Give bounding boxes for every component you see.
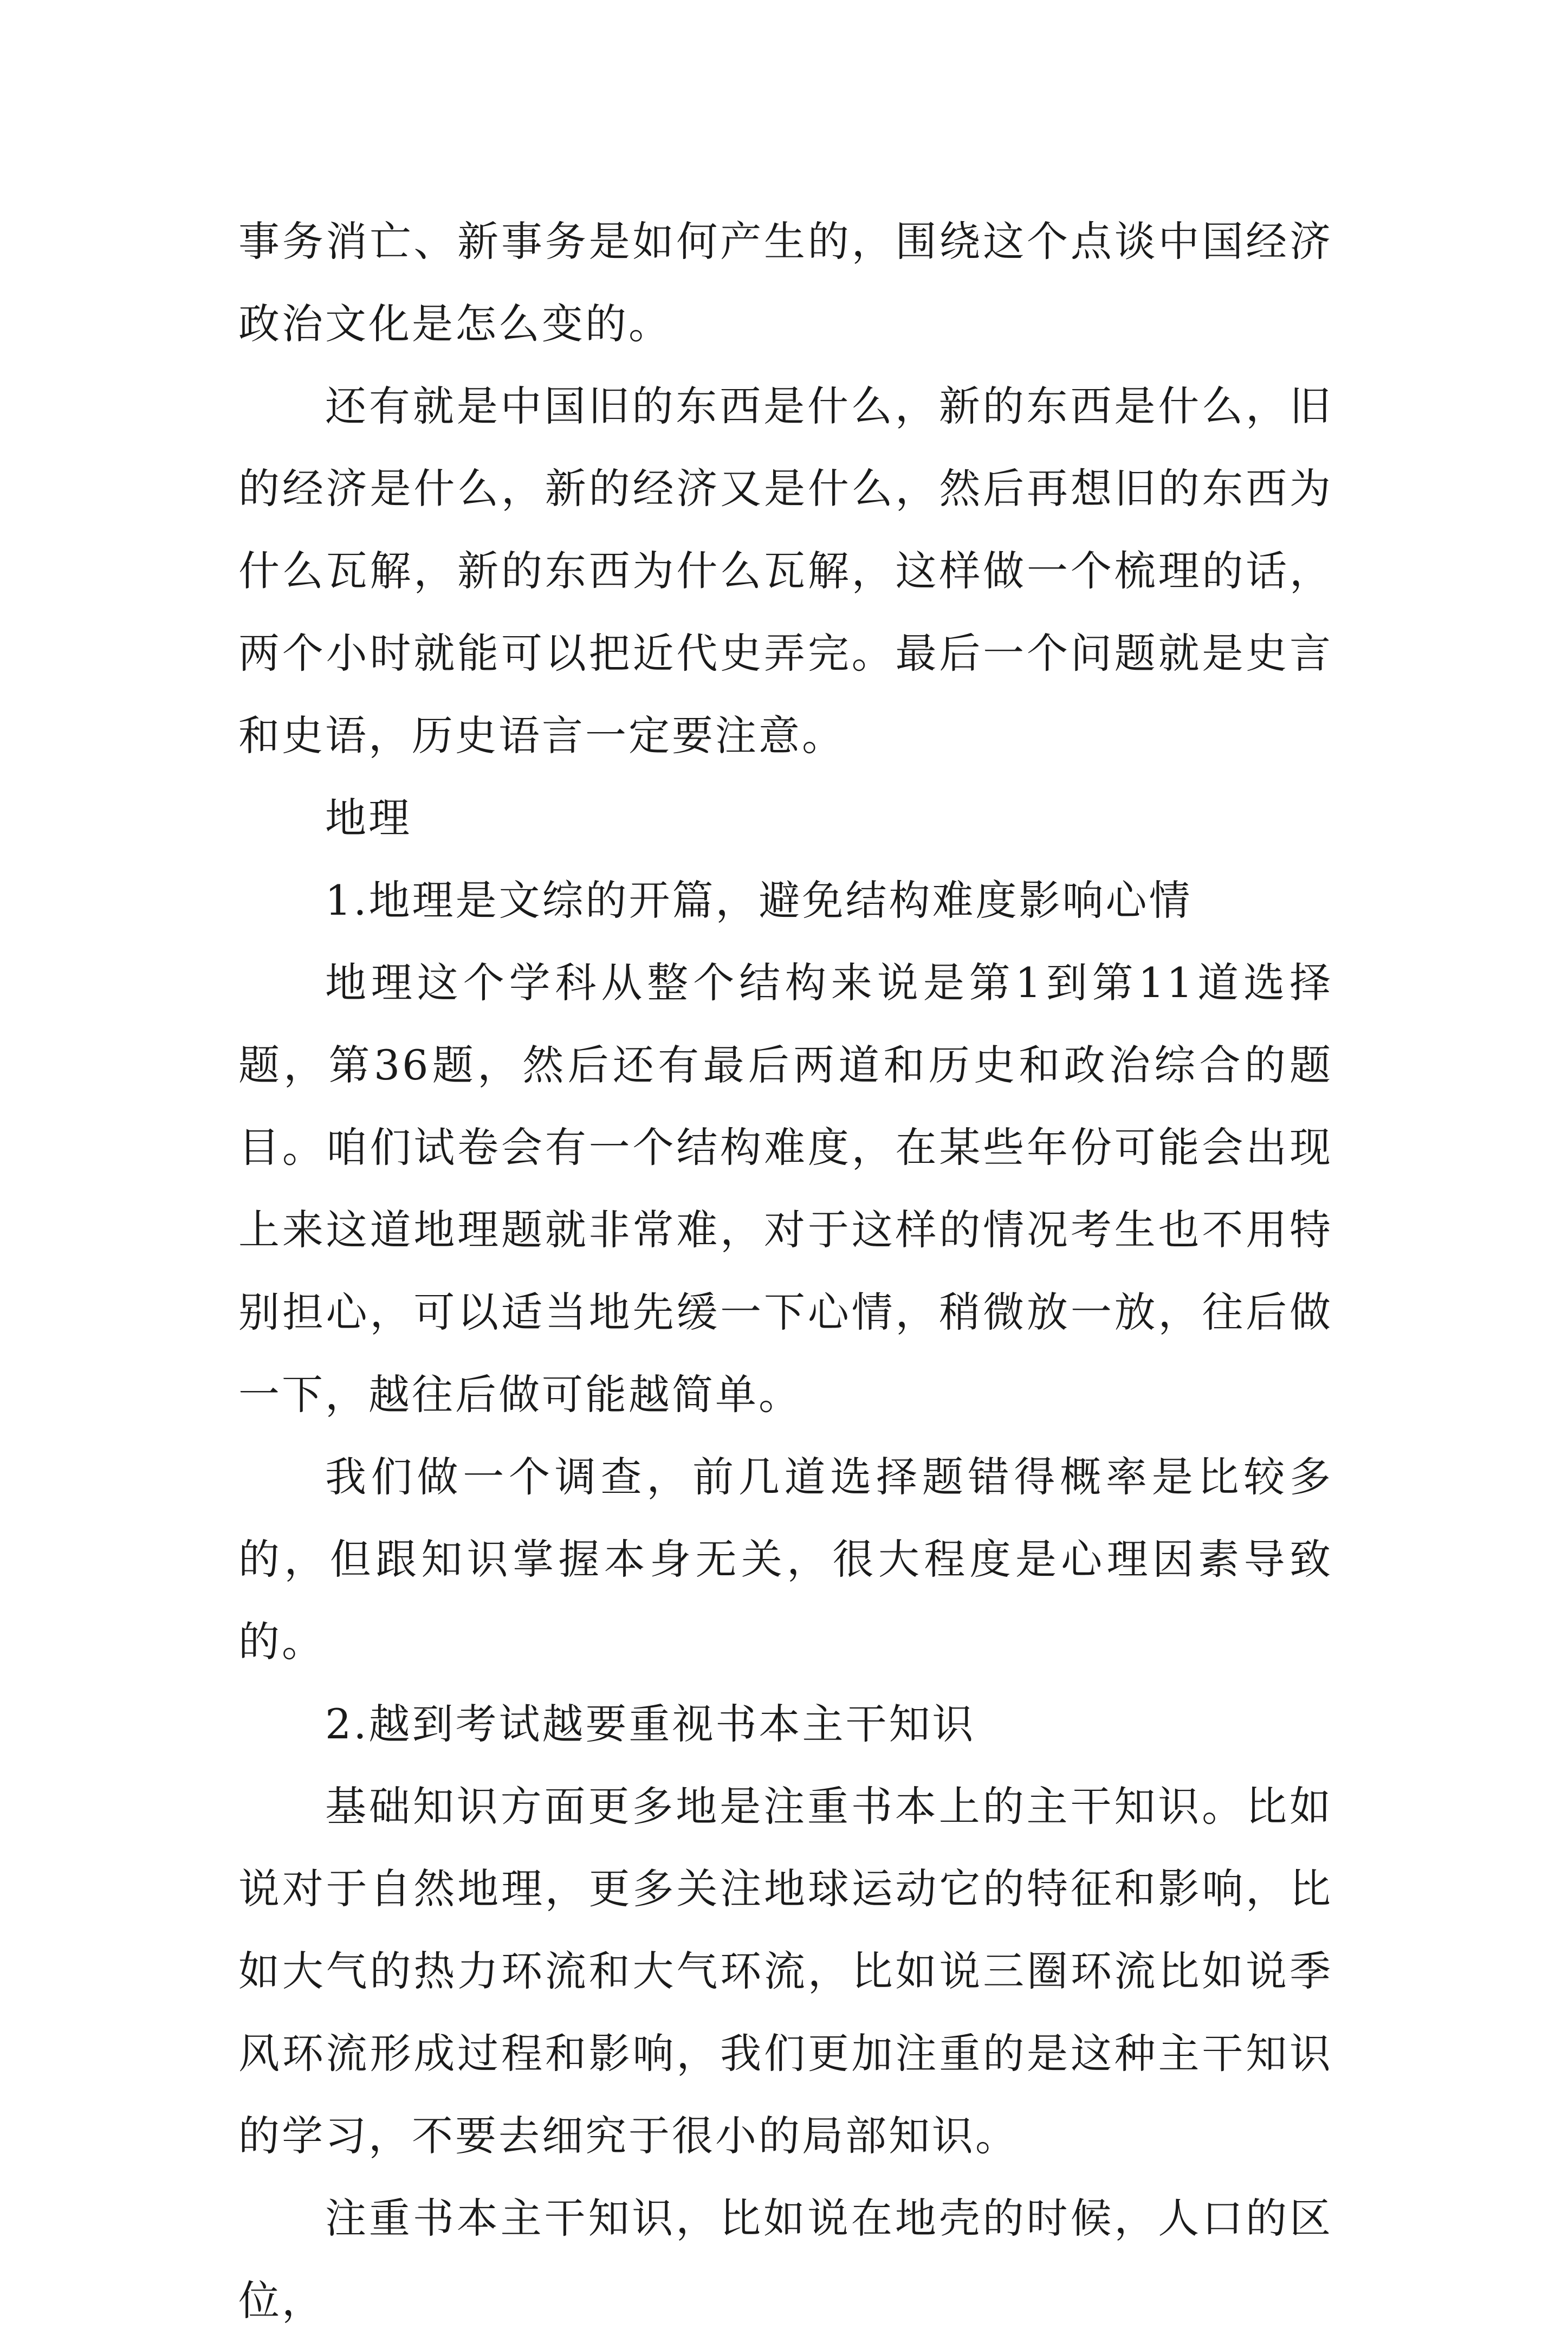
- paragraph-basic-knowledge: 基础知识方面更多地是注重书本上的主干知识。比如说对于自然地理，更多关注地球运动它的特征和影响，比如大气的热力环流和大气环流，比如说三圈环流比如说季风环流形成过程和影响，我们更加注重的是这种主干知识的学习，不要去细究于很小的局部知识。: [238, 1782, 1333, 2160]
- section-heading-geography: 地理: [325, 794, 412, 842]
- paragraph-continuation: 事务消亡、新事务是如何产生的，围绕这个点谈中国经济政治文化是怎么变的。: [238, 217, 1333, 348]
- paragraph-history-summary: 还有就是中国旧的东西是什么，新的东西是什么，旧的经济是什么，新的经济又是什么，然后再想旧的东西为什么瓦解，新的东西为什么瓦解，这样做一个梳理的话，两个小时就能可以把近代史弄完。最后一个问题就是史言和史语，历史语言一定要注意。: [238, 382, 1333, 760]
- subheading-1: 1.地理是文综的开篇，避免结构难度影响心情: [325, 876, 1193, 924]
- paragraph-structure: 地理这个学科从整个结构来说是第1到第11道选择题，第36题，然后还有最后两道和历史和政治综合的题目。咱们试卷会有一个结构难度，在某些年份可能会出现上来这道地理题就非常难，对于这样的情况考生也不用特别担心，可以适当地先缓一下心情，稍微放一放，往后做一下，越往后做可能越简单。: [238, 959, 1333, 1419]
- paragraph-survey: 我们做一个调查，前几道选择题错得概率是比较多的，但跟知识掌握本身无关，很大程度是心理因素导致的。: [238, 1453, 1333, 1666]
- document-body: [238, 200, 1333, 2342]
- paragraph-main-knowledge: 注重书本主干知识，比如说在地壳的时候，人口的区位，: [238, 2194, 1333, 2325]
- subheading-2: 2.越到考试越要重视书本主干知识: [325, 1700, 976, 1748]
